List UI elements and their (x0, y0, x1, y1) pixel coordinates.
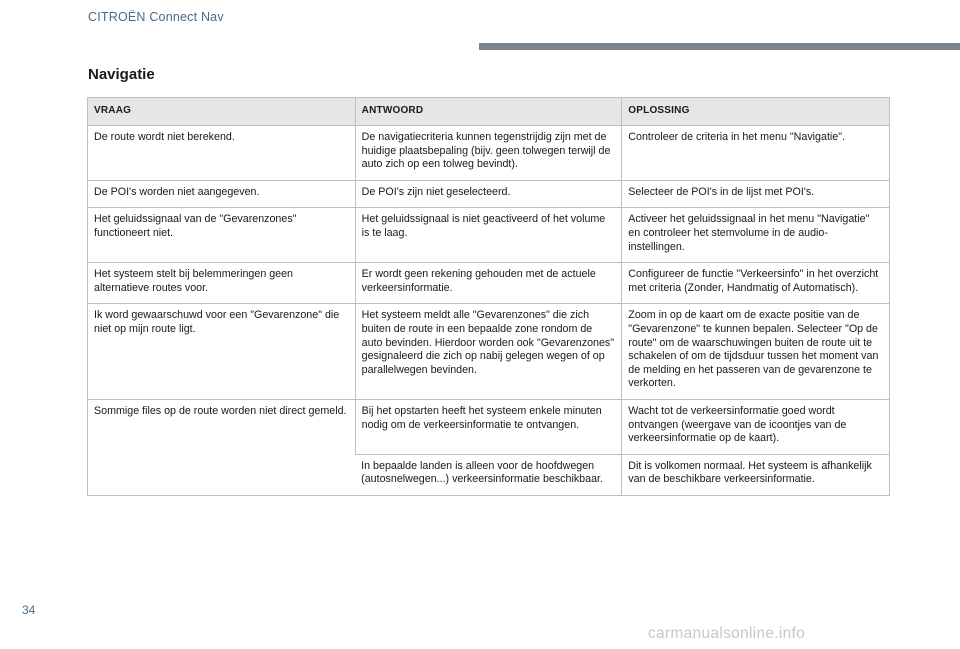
cell-oplossing: Wacht tot de verkeersinformatie goed wordt ontvangen (weergave van de icoontjes van de verkeersinformatie op de kaart). (622, 399, 890, 454)
table-header-row (88, 98, 890, 126)
column-header-antwoord: ANTWOORD (355, 98, 622, 126)
header-bar (479, 43, 960, 50)
column-header-vraag: VRAAG (88, 98, 356, 126)
table-row (88, 208, 890, 263)
page-number: 34 (22, 603, 36, 617)
cell-oplossing: Zoom in op de kaart om de exacte positie van de "Gevarenzone" te kunnen bepalen. Selecteer "Op de route" om de waarschuwingen buiten de route uit te schakelen of om de tijdsduur tussen het moment van de melding en het passeren van de gevarenzone te verkorten. (622, 304, 890, 400)
cell-antwoord: De navigatiecriteria kunnen tegenstrijdig zijn met de huidige plaatsbepaling (bijv. geen tolwegen terwijl de auto zich op een tolweg bevindt). (355, 126, 622, 181)
table-row (88, 304, 890, 400)
cell-antwoord: In bepaalde landen is alleen voor de hoofdwegen (autosnelwegen...) verkeersinformatie beschikbaar. (355, 454, 622, 495)
cell-vraag: Ik word gewaarschuwd voor een "Gevarenzone" die niet op mijn route ligt. (88, 304, 356, 400)
cell-antwoord: Het geluidssignaal is niet geactiveerd of het volume is te laag. (355, 208, 622, 263)
cell-vraag: Sommige files op de route worden niet direct gemeld. (88, 399, 356, 495)
cell-antwoord: De POI's zijn niet geselecteerd. (355, 180, 622, 208)
cell-vraag: Het geluidssignaal van de "Gevarenzones" functioneert niet. (88, 208, 356, 263)
table-row (88, 180, 890, 208)
running-title: CITROËN Connect Nav (88, 10, 224, 24)
cell-vraag: Het systeem stelt bij belemmeringen geen alternatieve routes voor. (88, 263, 356, 304)
cell-antwoord: Bij het opstarten heeft het systeem enkele minuten nodig om de verkeersinformatie te ontvangen. (355, 399, 622, 454)
cell-oplossing: Configureer de functie "Verkeersinfo" in het overzicht met criteria (Zonder, Handmatig of Automatisch). (622, 263, 890, 304)
watermark: carmanualsonline.info (648, 625, 806, 642)
cell-oplossing: Selecteer de POI's in de lijst met POI's. (622, 180, 890, 208)
cell-antwoord: Het systeem meldt alle "Gevarenzones" die zich buiten de route in een bepaalde zone rondom de auto bevinden. Hierdoor worden ook "Gevarenzones" gesignaleerd die zich op nabij gelegen wegen of op parallelwegen bevinden. (355, 304, 622, 400)
cell-oplossing: Dit is volkomen normaal. Het systeem is afhankelijk van de beschikbare verkeersinformatie. (622, 454, 890, 495)
table-row (88, 263, 890, 304)
cell-oplossing: Controleer de criteria in het menu "Navigatie". (622, 126, 890, 181)
cell-vraag: De route wordt niet berekend. (88, 126, 356, 181)
section-title: Navigatie (88, 66, 155, 83)
table-row (88, 399, 890, 454)
troubleshooting-table (87, 97, 890, 496)
cell-oplossing: Activeer het geluidssignaal in het menu "Navigatie" en controleer het stemvolume in de audio-instellingen. (622, 208, 890, 263)
table-row (88, 126, 890, 181)
cell-antwoord: Er wordt geen rekening gehouden met de actuele verkeersinformatie. (355, 263, 622, 304)
cell-vraag: De POI's worden niet aangegeven. (88, 180, 356, 208)
column-header-oplossing: OPLOSSING (622, 98, 890, 126)
